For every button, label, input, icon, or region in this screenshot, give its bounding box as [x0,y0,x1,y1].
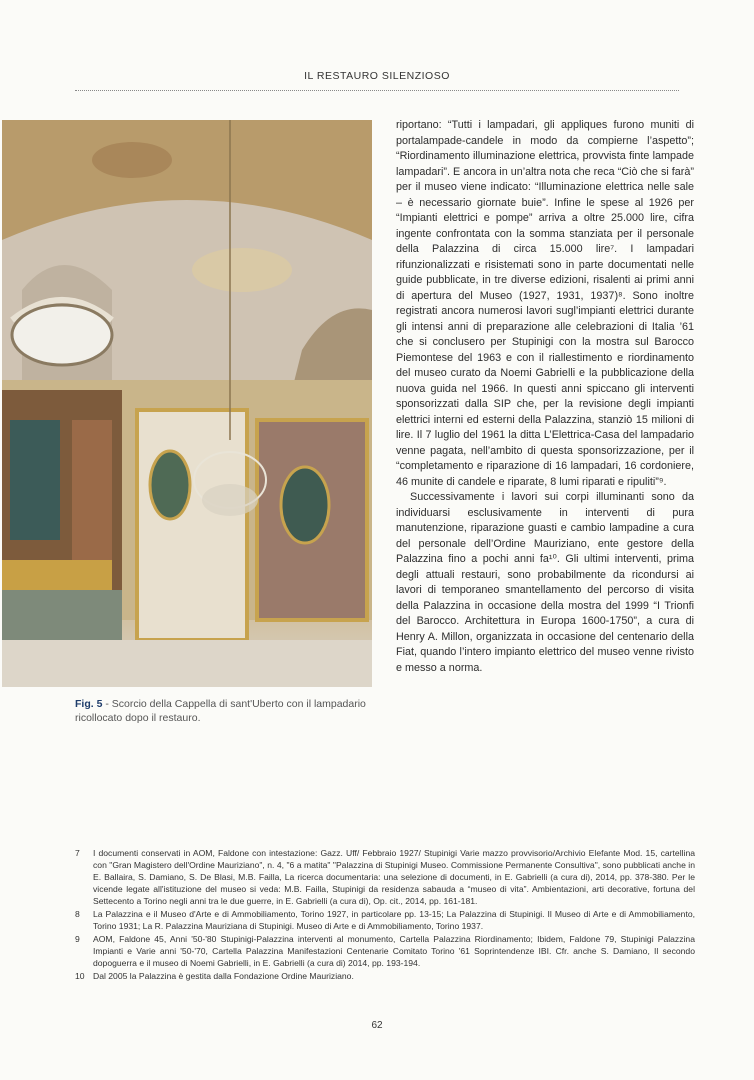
chapel-photo [2,120,372,687]
footnotes [75,847,695,983]
footnote [75,847,695,907]
body-text [396,118,694,676]
page-number: 62 [371,1020,383,1031]
chapel-illustration [2,120,372,687]
footnote-number: 7 [75,848,80,858]
footnote-number: 8 [75,909,80,919]
footnote [75,933,695,969]
footnote-text: I documenti conservati in AOM, Faldone con intestazione: Gazz. Uff/ Febbraio 1927/ Stupinigi Varie mazzo provvisorio/Archivio Elefante Mod. 15, cartellina con "Gran Magistero dell'Ordine Mauriziano", n. 4, "6 a matita" "Palazzina di Stupinigi Museo. Commissione Permanente Consultiva", sono pubblicati anche in E. Ballaira, S. Damiano, S. De Blasi, M.B. Failla, La ricerca documentaria: una selezione di documenti, in E. Gabrielli (a cura di), 2014, pp. 378-380. Per le vicende legate all'istituzione del museo si veda: M.B. Failla, Stupinigi da residenza sabauda a “museo di vita”. Ambientazioni, arti decorative, fortuna del Settecento a Torino negli anni tra le due guerre, in E. Gabrielli (a cura di), Op. cit., 2014, pp. 161-181. [93,848,695,906]
figure-caption-text: - Scorcio della Cappella di sant'Uberto con il lampadario ricollocato dopo il restauro. [75,698,366,724]
footnote-text: Dal 2005 la Palazzina è gestita dalla Fondazione Ordine Mauriziano. [93,971,354,981]
footnote-text: La Palazzina e il Museo d'Arte e di Ammobiliamento, Torino 1927, in particolare pp. 13-15; La Palazzina di Stupinigi. Il Museo di Arte e di Ammobiliamento, Torino 1931; La R. Palazzina Mauriziana di Stupinigi. Museo di Arte e di Ammobiliamento, Torino 1937. [93,909,695,931]
figure-caption [75,697,371,725]
figure-label: Fig. 5 [75,698,103,710]
footnote [75,908,695,932]
footnote-number: 10 [75,971,85,981]
body-paragraph: Successivamente i lavori sui corpi illuminanti sono da individuarsi esclusivamente in interventi di pura manutenzione, riparazione guasti e cambio lampadine a cura del personale dell’Ordine Mauriziano, ente gestore della Palazzina fino a pochi anni fa¹⁰. Gli ultimi interventi, prima degli attuali restauri, sono probabilmente da ricondursi ai lavori di temporaneo smantellamento del percorso di visita della Palazzina in occasione della mostra del 1999 “I Trionfi del Barocco. Architettura in Europa 1600-1750”, a cura di Henry A. Millon, organizzata in occasione del centenario della Fiat, quando l’intero impianto elettrico del museo venne rivisto e messo a norma. [396,491,694,674]
body-paragraph: riportano: “Tutti i lampadari, gli appliques furono muniti di portalampade-candele in modo da compierne l’aspetto”; “Riordinamento illuminazione elettrica, provvista finte lampade lampadari”. E ancora in un’altra nota che reca “Ciò che si farà” per il museo viene indicato: “Illuminazione elettrica nelle sale – è necessario giornate buie”. Infine le spese al 1926 per “Impianti elettrici e pompe” arriva a oltre 25.000 lire, cifra ingente confrontata con la somma stanziata per il personale della Palazzina di circa 15.000 lire⁷. I lampadari rifunzionalizzati e risistemati sono in parte documentati nelle guide pubblicate, in tre diverse edizioni, risalenti ai primi anni di apertura del Museo (1927, 1931, 1937)⁸. Sono inoltre registrati ancora numerosi lavori sugl’impianti elettrici durante gli intensi anni di preparazione alle celebrazioni di Italia ’61 che si conclusero per Stupinigi con la mostra sul Barocco Piemontese del 1963 e con il riallestimento e riordinamento del museo curato da Noemi Gabrielli e la pubblicazione della nuova guida nel 1966. In questi anni spiccano gli interventi sponsorizzati dalla SIP che, per la revisione degli impianti elettrici interni ed esterni della Palazzina, stanziò 15 milioni di lire. Il 7 luglio del 1961 la ditta L’Elettrica-Casa del lampadario venne pagata, nell’ambito di questa sponsorizzazione, per il “completamento e riparazione di 16 lampadari, 16 cordoniere, 46 munite di candele e riparate, 8 lumi riparati e ripuliti”⁹. [396,119,694,488]
footnote-number: 9 [75,934,80,944]
header-rule [75,90,679,91]
footnote [75,970,695,982]
running-title: IL RESTAURO SILENZIOSO [304,70,450,82]
footnote-text: AOM, Faldone 45, Anni '50-'80 Stupinigi-Palazzina interventi al monumento, Cartella Palazzina Riordinamento; Ibidem, Faldone 79, Stupinigi Palazzina Impianti e Varie anni '50-'70, Cartella Palazzina Manifestazioni Centenarie Comitato Torino '61 Soprintendenze IBI. Cfr. anche S. Damiano, Il secondo dopoguerra e il museo di Noemi Gabrielli, in E. Gabrielli (a cura di) 2014, pp. 193-194. [93,934,695,968]
